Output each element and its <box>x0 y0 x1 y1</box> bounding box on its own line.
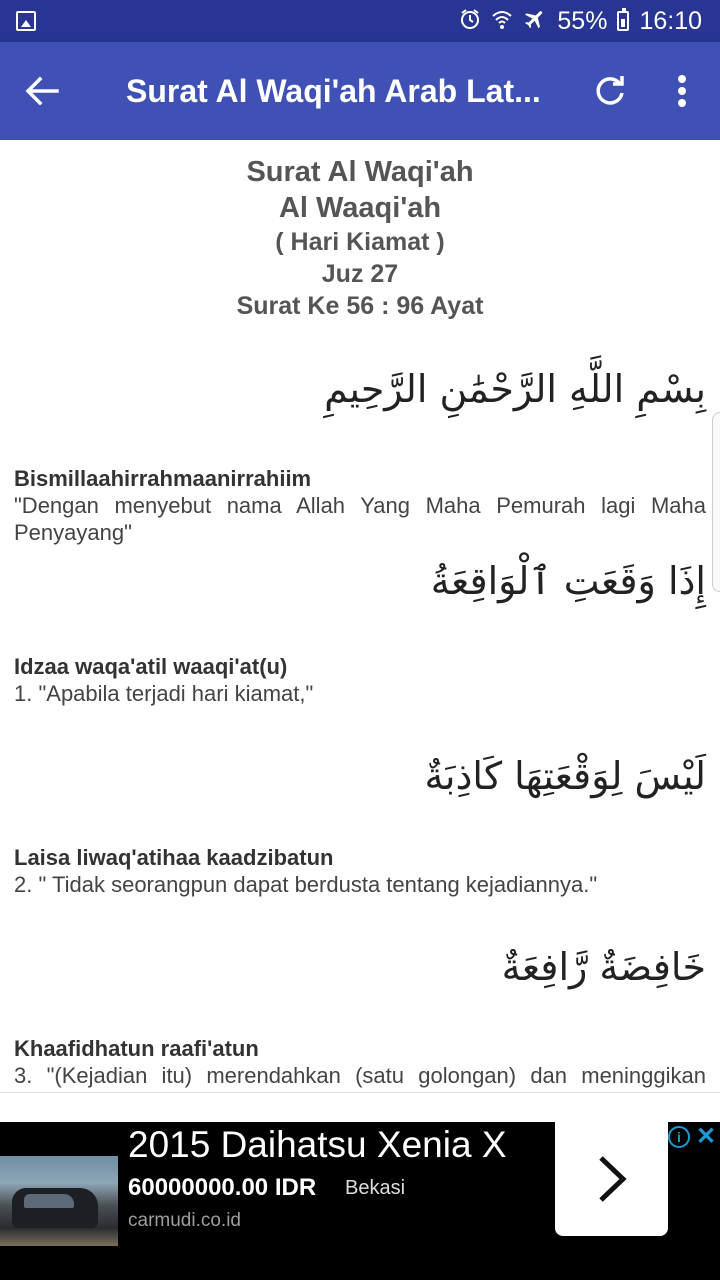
verse-arabic: بِسْمِ اللَّهِ الرَّحْمَٰنِ الرَّحِيمِ <box>324 367 706 411</box>
battery-percent: 55% <box>557 6 608 35</box>
ad-close-icon[interactable]: ✕ <box>695 1123 717 1150</box>
page-title: Surat Al Waqi'ah Arab Lat... <box>126 73 541 109</box>
surah-content[interactable] <box>0 140 720 1092</box>
verse-latin: Idzaa waqa'atil waaqi'at(u) <box>14 654 288 679</box>
surah-meaning: ( Hari Kiamat ) <box>275 228 445 256</box>
surah-name: Surat Al Waqi'ah <box>246 156 474 188</box>
surah-arabic-name: Al Waaqi'ah <box>278 192 442 224</box>
back-arrow-icon <box>25 76 59 106</box>
ad-open-button[interactable] <box>555 1122 668 1236</box>
refresh-button[interactable] <box>586 66 634 116</box>
ad-domain: carmudi.co.id <box>128 1210 241 1231</box>
status-bar-right <box>459 0 702 42</box>
airplane-mode-icon <box>523 7 547 35</box>
ad-price: 60000000.00 IDR <box>128 1174 317 1201</box>
clock: 16:10 <box>639 6 702 35</box>
app-bar <box>0 42 720 140</box>
more-options-button[interactable] <box>662 66 702 116</box>
verse-translation: 2. " Tidak seorangpun dapat berdusta tentang kejadiannya." <box>14 872 598 897</box>
content-divider <box>0 1092 720 1122</box>
verse-arabic: لَيْسَ لِوَقْعَتِهَا كَاذِبَةٌ <box>424 754 706 798</box>
verse-latin: Khaafidhatun raafi'atun <box>14 1036 259 1061</box>
refresh-icon <box>593 74 627 108</box>
scrollbar-handle[interactable] <box>712 412 720 592</box>
ad-car-image[interactable] <box>0 1156 118 1246</box>
battery-icon <box>617 11 629 31</box>
ad-banner[interactable] <box>0 1122 720 1280</box>
surah-juz: Juz 27 <box>321 260 399 288</box>
wifi-icon <box>491 8 513 34</box>
verse-arabic: خَافِضَةٌ رَّافِعَةٌ <box>501 945 706 989</box>
verse-translation: 3. "(Kejadian itu) merendahkan (satu golongan) dan meninggikan <box>14 1063 706 1088</box>
more-vert-icon <box>677 75 687 107</box>
image-notification-icon <box>16 11 36 31</box>
verse-translation: "Dengan menyebut nama Allah Yang Maha Pemurah lagi Maha Penyayang" <box>14 493 706 545</box>
surah-number: Surat Ke 56 : 96 Ayat <box>236 292 484 320</box>
ad-location: Bekasi <box>345 1177 406 1199</box>
verse-arabic: إِذَا وَقَعَتِ ٱلْوَاقِعَةُ <box>430 559 706 603</box>
ad-title[interactable]: 2015 Daihatsu Xenia X <box>128 1124 507 1165</box>
verse-latin: Bismillaahirrahmaanirrahiim <box>14 466 312 491</box>
verse-translation: 1. "Apabila terjadi hari kiamat," <box>14 681 314 706</box>
alarm-icon <box>459 8 481 34</box>
back-button[interactable] <box>18 66 66 116</box>
status-bar <box>0 0 720 42</box>
surah-header <box>0 140 720 322</box>
verse-latin: Laisa liwaq'atihaa kaadzibatun <box>14 845 334 870</box>
ad-info-icon[interactable]: i <box>668 1126 690 1148</box>
chevron-right-icon <box>595 1154 629 1204</box>
